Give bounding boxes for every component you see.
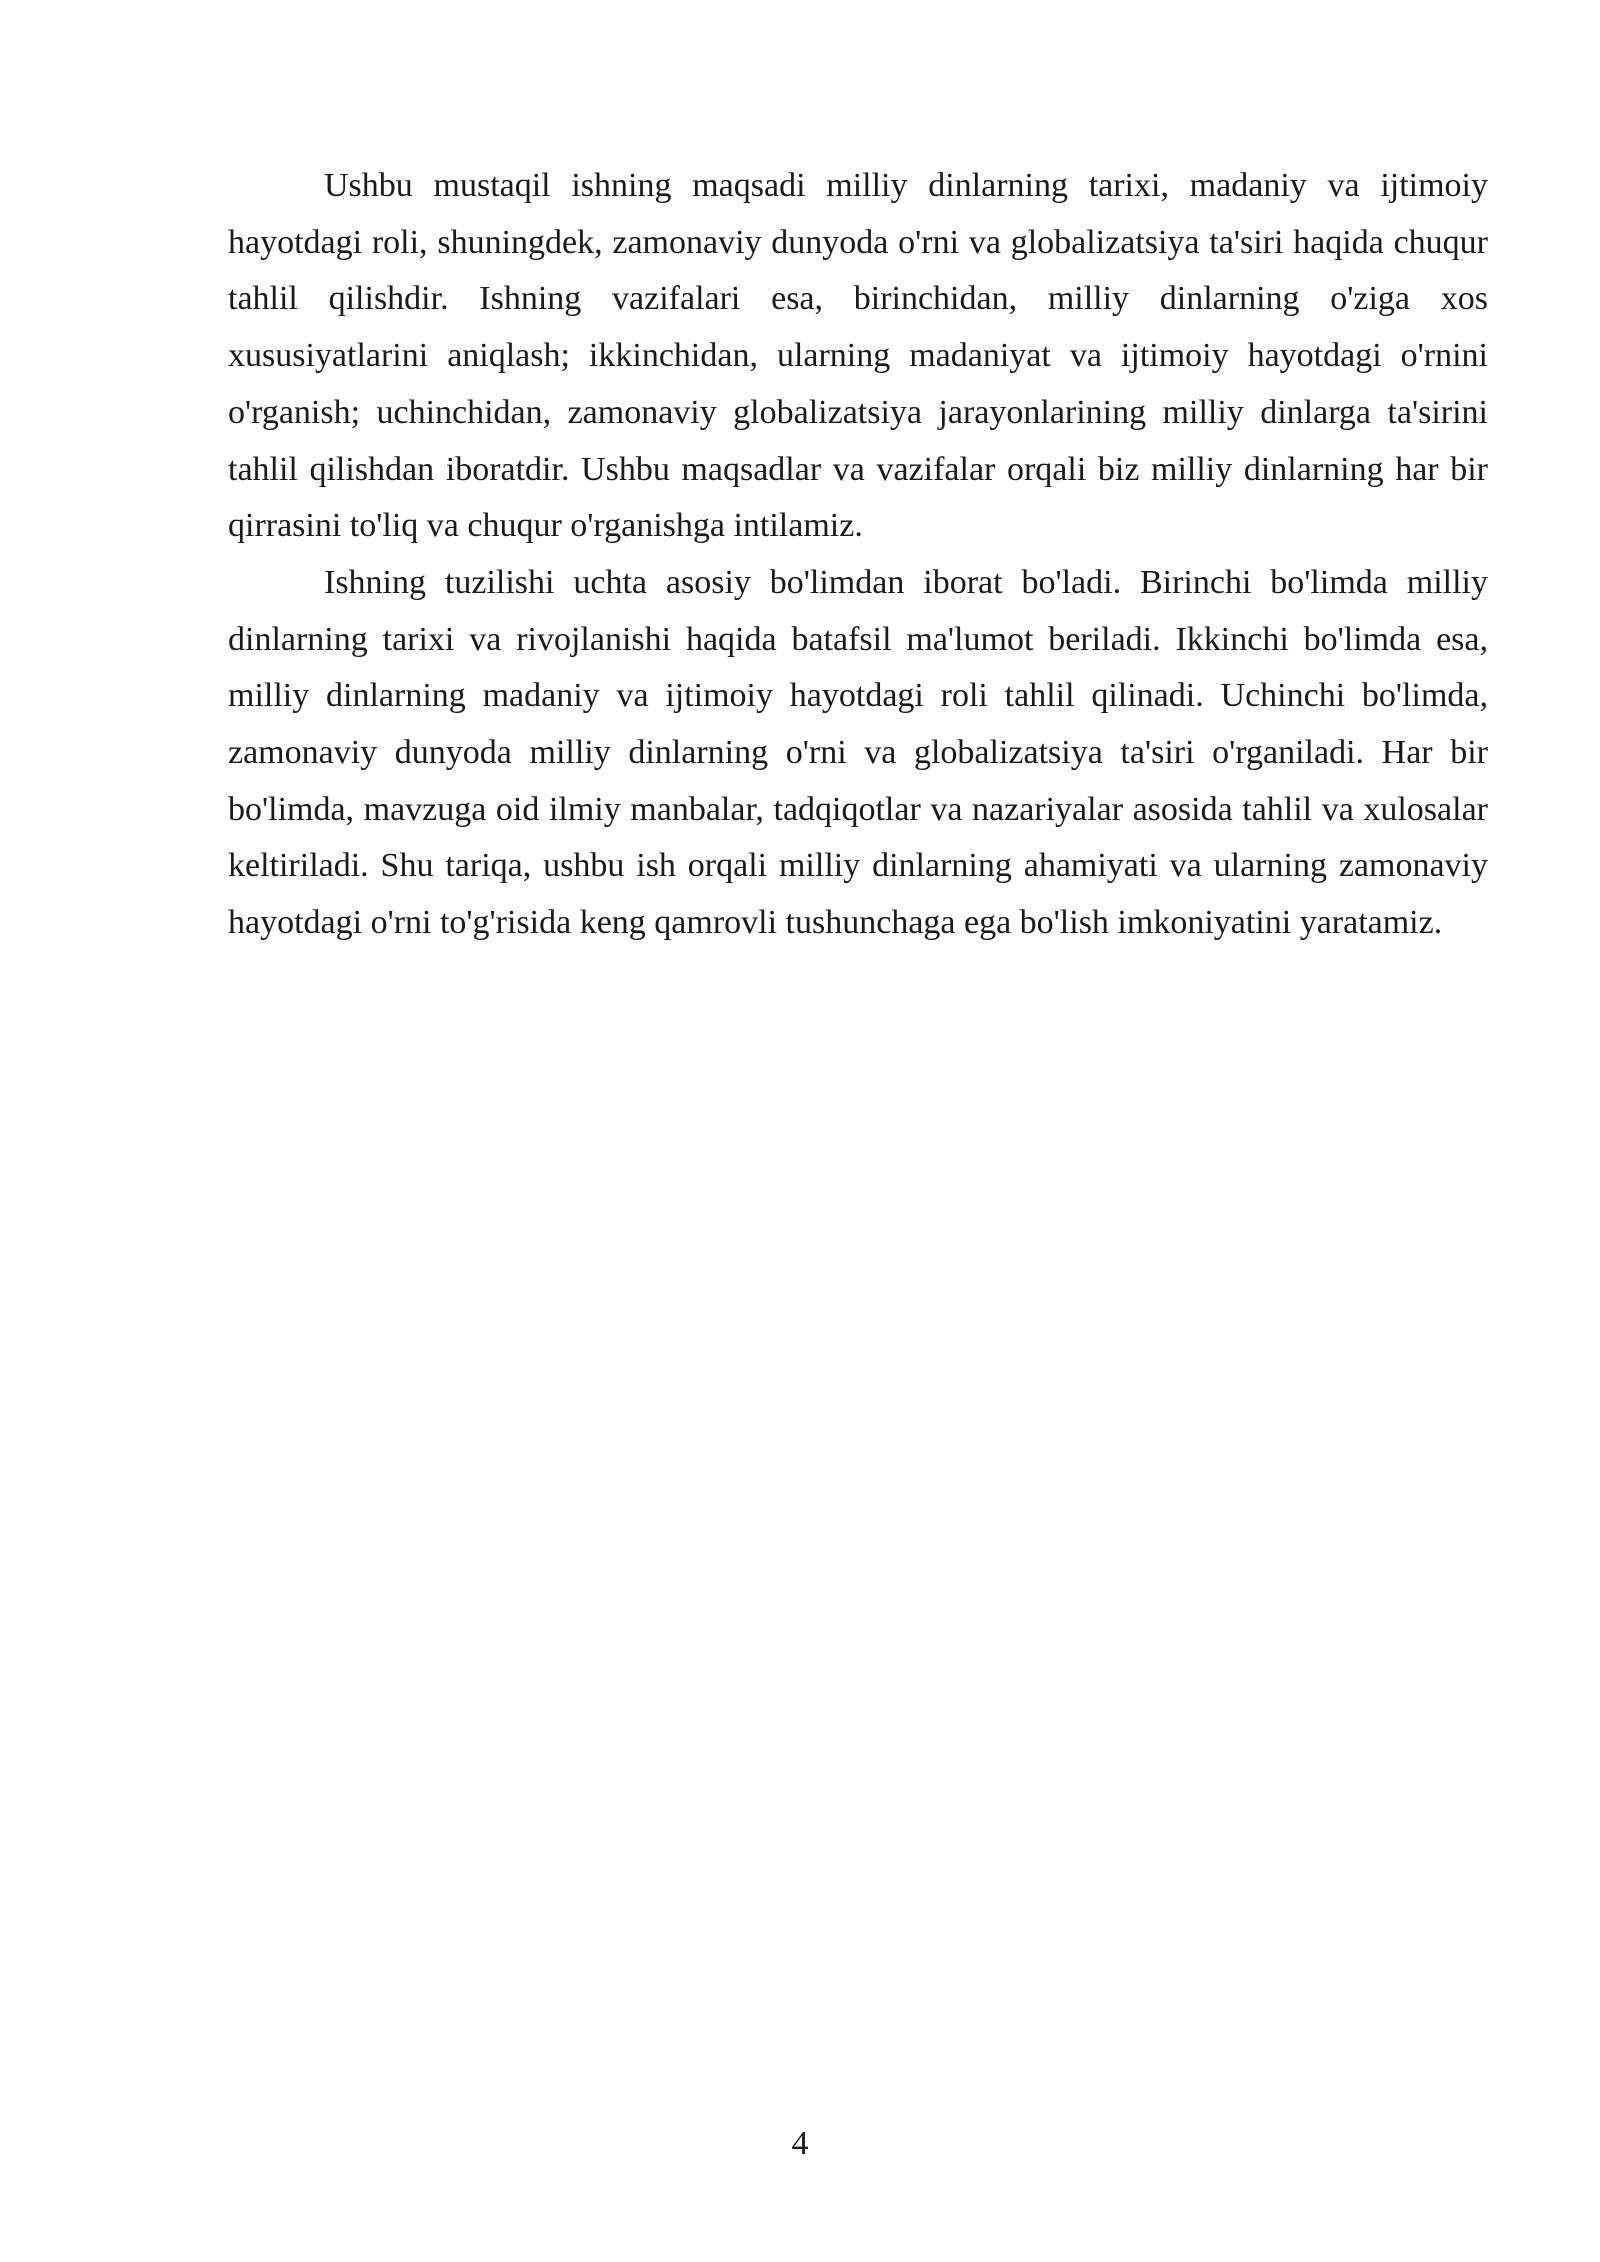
body-text [228, 158, 1488, 952]
page-number: 4 [791, 2125, 809, 2162]
paragraph-1: Ushbu mustaqil ishning maqsadi milliy dinlarning tarixi, madaniy va ijtimoiy hayotdagi roli, shuningdek, zamonaviy dunyoda o'rni va globalizatsiya ta'siri haqida chuqur tahlil qilishdir. Ishning vazifalari esa, birinchidan, milliy dinlarning o'ziga xos xususiyatlarini aniqlash; ikkinchidan, ularning madaniyat va ijtimoiy hayotdagi o'rnini o'rganish; uchinchidan, zamonaviy globalizatsiya jarayonlarining milliy dinlarga ta'sirini tahlil qilishdan iboratdir. Ushbu maqsadlar va vazifalar orqali biz milliy dinlarning har bir qirrasini to'liq va chuqur o'rganishga intilamiz. [228, 167, 1488, 545]
paragraph-2: Ishning tuzilishi uchta asosiy bo'limdan iborat bo'ladi. Birinchi bo'limda milliy dinlarning tarixi va rivojlanishi haqida batafsil ma'lumot beriladi. Ikkinchi bo'limda esa, milliy dinlarning madaniy va ijtimoiy hayotdagi roli tahlil qilinadi. Uchinchi bo'limda, zamonaviy dunyoda milliy dinlarning o'rni va globalizatsiya ta'siri o'rganiladi. Har bir bo'limda, mavzuga oid ilmiy manbalar, tadqiqotlar va nazariyalar asosida tahlil va xulosalar keltiriladi. Shu tariqa, ushbu ish orqali milliy dinlarning ahamiyati va ularning zamonaviy hayotdagi o'rni to'g'risida keng qamrovli tushunchaga ega bo'lish imkoniyatini yaratamiz. [228, 563, 1488, 942]
